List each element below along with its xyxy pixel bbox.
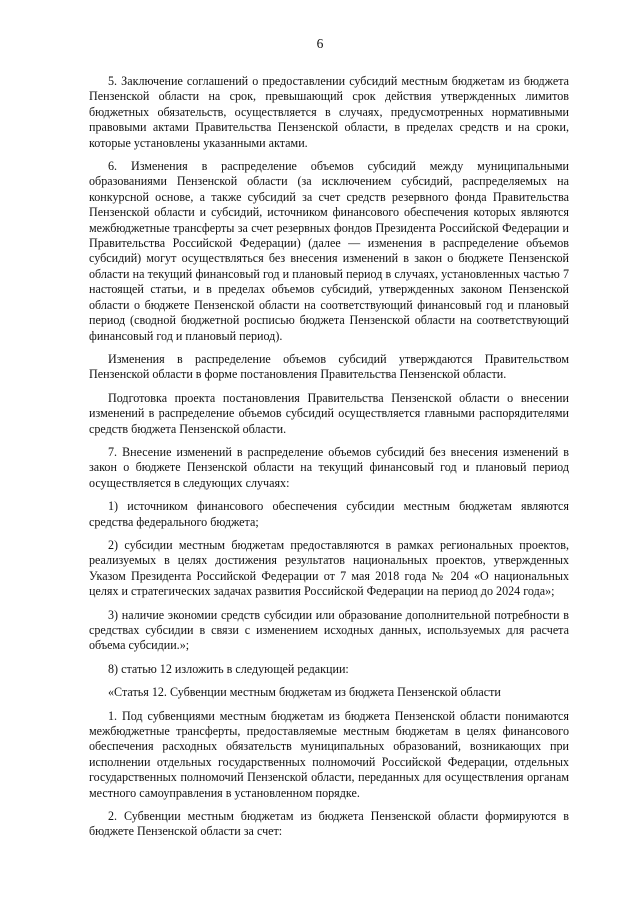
article-12-item-2: 2. Субвенции местным бюджетам из бюджета Пензенской области формируются в бюджете Пензенской области за счет: (89, 809, 569, 839)
article-12-item-1: 1. Под субвенциями местным бюджетам из бюджета Пензенской области понимаются межбюджетные трансферты, предоставляемые местным бюджетам в целях финансового обеспечения расходных обязательств муниципальных образований, возникающих при исполнении отдельных государственных полномочий Российской Федерации, отдельных государственных полномочий Пензенской области, переданных для осуществления органам местного самоуправления в установленном порядке. (89, 708, 569, 800)
paragraph-item-5: 5. Заключение соглашений о предоставлении субсидий местным бюджетам из бюджета Пензенской области на срок, превышающий срок действия утвержденных лимитов бюджетных обязательств, осуществляется в случаях, предусмотренных нормативными правовыми актами Правительства Пензенской области, в пределах средств и на сроки, которые установлены указанными актами. (89, 74, 569, 150)
article-12-heading: «Статья 12. Субвенции местным бюджетам из бюджета Пензенской области (108, 685, 501, 700)
paragraph-item-6: 6. Изменения в распределение объемов субсидий между муниципальными образованиями Пензенской области (за исключением субсидий, распределяемых на конкурсной основе, а также субсидий за счет средств резервного фонда Правительства Пензенской области и субсидий, источником финансового обеспечения которых являются межбюджетные трансферты за счет резервных фондов Президента Российской Федерации и Правительства Российской Федерации) (далее — изменения в распределение объемов субсидий) могут осуществляться без внесения изменений в закон о бюджете Пензенской области на текущий финансовый год и плановый период в случаях, установленных частью 7 настоящей статьи, и в пределах объемов субсидий, утвержденных законом Пензенской области о бюджете Пензенской области на соответствующий финансовый год и плановый период (сводной бюджетной росписью бюджета Пензенской области на соответствующий финансовый год и плановый период). (89, 159, 569, 343)
list-item-3: 3) наличие экономии средств субсидии или образование дополнительной потребности в средствах субсидии в связи с изменением исходных данных, используемых для расчета объема субсидии.»; (89, 607, 569, 653)
list-item-2: 2) субсидии местным бюджетам предоставляются в рамках региональных проектов, реализуемых в целях достижения результатов национальных проектов, утвержденных Указом Президента Российской Федерации от 7 мая 2018 года № 204 «О национальных целях и стратегических задачах развития Российской Федерации на период до 2024 года»; (89, 537, 569, 599)
paragraph-approval: Изменения в распределение объемов субсидий утверждаются Правительством Пензенской области в форме постановления Правительства Пензенской области. (89, 351, 569, 382)
document-body (89, 74, 569, 848)
page-number: 6 (316, 36, 324, 51)
paragraph-item-7: 7. Внесение изменений в распределение объемов субсидий без внесения изменений в закон о бюджете Пензенской области на текущий финансовый год и плановый период осуществляется в следующих случаях: (89, 444, 569, 490)
amendment-item-8: 8) статью 12 изложить в следующей редакции: (108, 661, 349, 676)
list-item-1: 1) источником финансового обеспечения субсидии местным бюджетам являются средства федерального бюджета; (89, 499, 569, 529)
paragraph-preparation: Подготовка проекта постановления Правительства Пензенской области о внесении изменений в распределение объемов субсидий осуществляется главными распорядителями средств бюджета Пензенской области. (89, 390, 569, 436)
